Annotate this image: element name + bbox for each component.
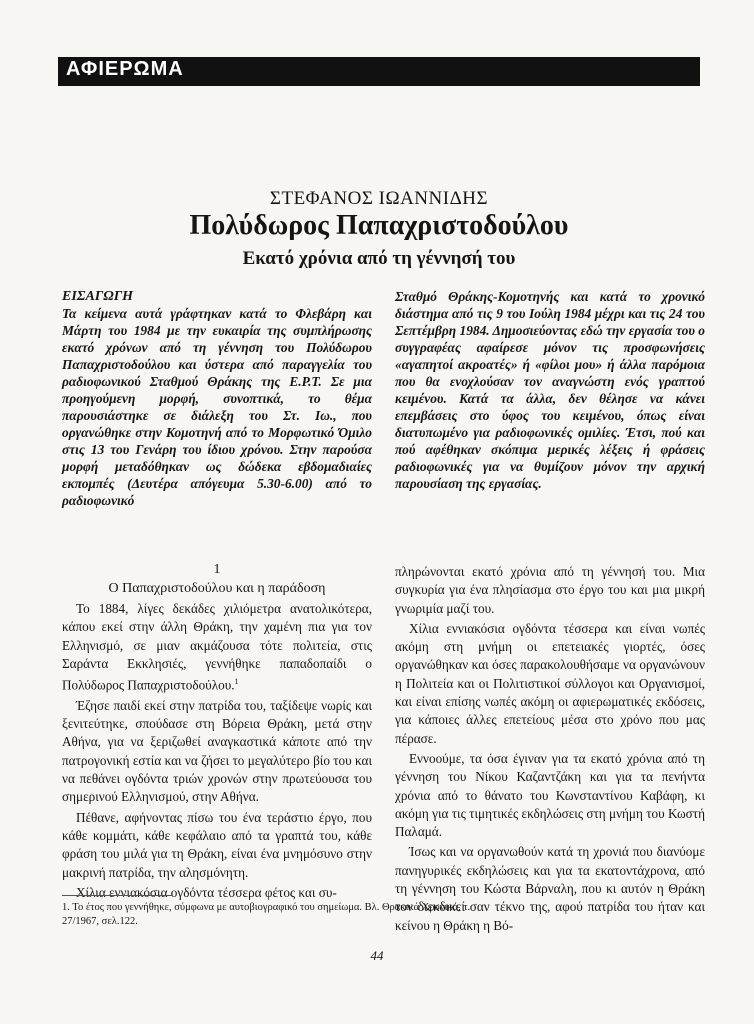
body-left-column	[62, 561, 372, 904]
intro-right-column	[395, 288, 705, 492]
article-title: Πολύδωρος Παπαχριστοδούλου	[189, 210, 569, 241]
intro-text-right: Σταθμό Θράκης-Κομοτηνής και κατά το χρονικό διάστημα από τις 9 του Ιούλη 1984 μέχρι και τις 24 του Σεπτέμβρη 1984. Δημοσιεύοντας εδώ την εργασία του ο συγγραφέας αφαίρεσε μόνον τις προσφωνήσεις «αγαπητοί ακροατές» ή «φίλοι μου» ή άλλα παρόμοια που θα ενοχλούσαν τον αναγνώστη ενός γραπτού κειμένου. Κατά τα άλλα, δεν θέλησε να κάνει επεμβάσεις στο ύφος του κειμένου, όπως είναι διατυπωμένο για ραδιοφωνικές ομιλίες. Έτσι, πού και πού αφέθηκαν σκόπιμα μερικές λέξεις ή φράσεις ραδιοφωνικές για να θυμίζουν μόνον την αρχική παρουσίαση της εργασίας.	[395, 289, 705, 491]
chapter-title: Ο Παπαχριστοδούλου και η παράδοση	[108, 581, 326, 596]
intro-text-left: Τα κείμενα αυτά γράφτηκαν κατά το Φλεβάρη και Μάρτη του 1984 με την ευκαιρία της συμπλήρωσης εκατό χρόνων από τη γέννηση του Πολύδωρου Παπαχριστοδούλου και ύστερα από παραγγελία του ραδιοφωνικού Σταθμού Θράκης της Ε.Ρ.Τ. Σε μια προηγούμενη μορφή, συνοπτικά, το θέμα παρουσιάστηκε σε διάλεξη του Στ. Ιω., που οργανώθηκε στην Κομοτηνή από το Μορφωτικό Όμιλο στις 13 του Γενάρη του ίδιου χρόνου. Στην παρούσα μορφή μεταδόθηκαν ως δώδεκα εβδομαδιαίες εκπομπές (Δευτέρα απόγευμα 5.30-6.00) από το ραδιοφωνικό	[62, 306, 372, 508]
intro-heading: ΕΙΣΑΓΩΓΗ	[62, 289, 134, 304]
paragraph: Χίλια εννιακόσια ογδόντα τέσσερα φέτος και συ-	[76, 884, 337, 900]
paragraph: Πέθανε, αφήνοντας πίσω του ένα τεράστιο έργο, που κάθε κομμάτι, κάθε κεφάλαιο από τα γραπτά του, κάθε φράση του μιλά για τη Θράκη, είναι ένα μνημόσυνο στην μακρινή πατρίδα, την αλησμόνητη.	[62, 809, 372, 880]
paragraph-text: Το 1884, λίγες δεκάδες χιλιόμετρα ανατολικότερα, κάπου εκεί στην άλλη Θράκη, την χαμένη πια για τον Ελληνισμό, σε μιαν ακμάζουσα τότε πολιτεία, στις Σαράντα Εκκλησιές, γεννήθηκε παπαδοπαίδι ο Πολύδωρος Παπαχριστοδούλου.	[62, 601, 372, 693]
paragraph: Χίλια εννιακόσια ογδόντα τέσσερα και είναι νωπές ακόμη στη μνήμη οι επετειακές γιορτές, όσες οργανώθηκαν και όσες παρακολουθήσαμε να οργανώνουν η Πολιτεία και οι Πολιτιστικοί σύλλογοι και Οργανισμοί, και είναι επίσης νωπές ακόμη οι αφιερωματικές εκδόσεις, για κάποιες άλλες επετείους μέσα στο χρόνο που μας πέρασε.	[395, 620, 705, 746]
paragraph: Έζησε παιδί εκεί στην πατρίδα του, ταξίδεψε νωρίς και ξενιτεύτηκε, σπούδασε στη Βόρεια Θράκη, μετά στην Αθήνα, για να ξεριζωθεί αναγκαστικά κάποτε από την πατρογονική εστία και να ζήσει το μεγαλύτερο βίο του και να πεθάνει ογδόντα τριών χρονών στην πρωτεύουσα του σημερινού Ελληνισμού, στην Αθήνα.	[62, 697, 372, 805]
author-name: ΣΤΕΦΑΝΟΣ ΙΩΑΝΝΙΔΗΣ	[269, 188, 489, 209]
paragraph: πληρώνονται εκατό χρόνια από τη γέννησή του. Μια συγκυρία για ένα πλησίασμα στο έργο του και μια μικρή γνωριμία μαζί του.	[395, 564, 705, 616]
page-number: 44	[370, 948, 384, 963]
footnote-divider	[62, 895, 172, 896]
footnote-marker: 1	[234, 677, 239, 687]
paragraph: Εννοούμε, τα όσα έγιναν για τα εκατό χρόνια από τη γέννηση του Νίκου Καζαντζάκη και για τα πενήντα χρόνια από το θάνατο του Κωνσταντίνου Καβάφη, κι ακόμη για τις τιμητικές εκδηλώσεις στη μνήμη του Κωστή Παλαμά.	[395, 750, 705, 840]
chapter-number: 1	[213, 562, 221, 577]
intro-left-column	[62, 288, 372, 509]
paragraph	[62, 600, 372, 695]
section-label: ΑΦΙΕΡΩΜΑ	[66, 58, 184, 80]
article-subtitle: Εκατό χρόνια από τη γέννησή του	[242, 248, 516, 269]
footnote: 1. Το έτος που γεννήθηκε, σύμφωνα με αυτοβιογραφικό του σημείωμα. Βλ. Θρακικά Χρονικά, τ. 27/1967, σελ.122.	[62, 902, 471, 927]
section-banner	[58, 57, 700, 86]
paragraph: Ίσως και να οργανωθούν κατά τη χρονιά που διανύομε πανηγυρικές εκδηλώσεις και για τα εκατοντάχρονα, από τη γέννηση του Κώστα Βάρναλη, που κι αυτόν η Θράκη τον διεκδικεί σαν τέκνο της, αφού πατρίδα του ήταν και κείνου η Θράκη η Βό-	[395, 844, 705, 933]
body-right-column	[395, 563, 705, 937]
